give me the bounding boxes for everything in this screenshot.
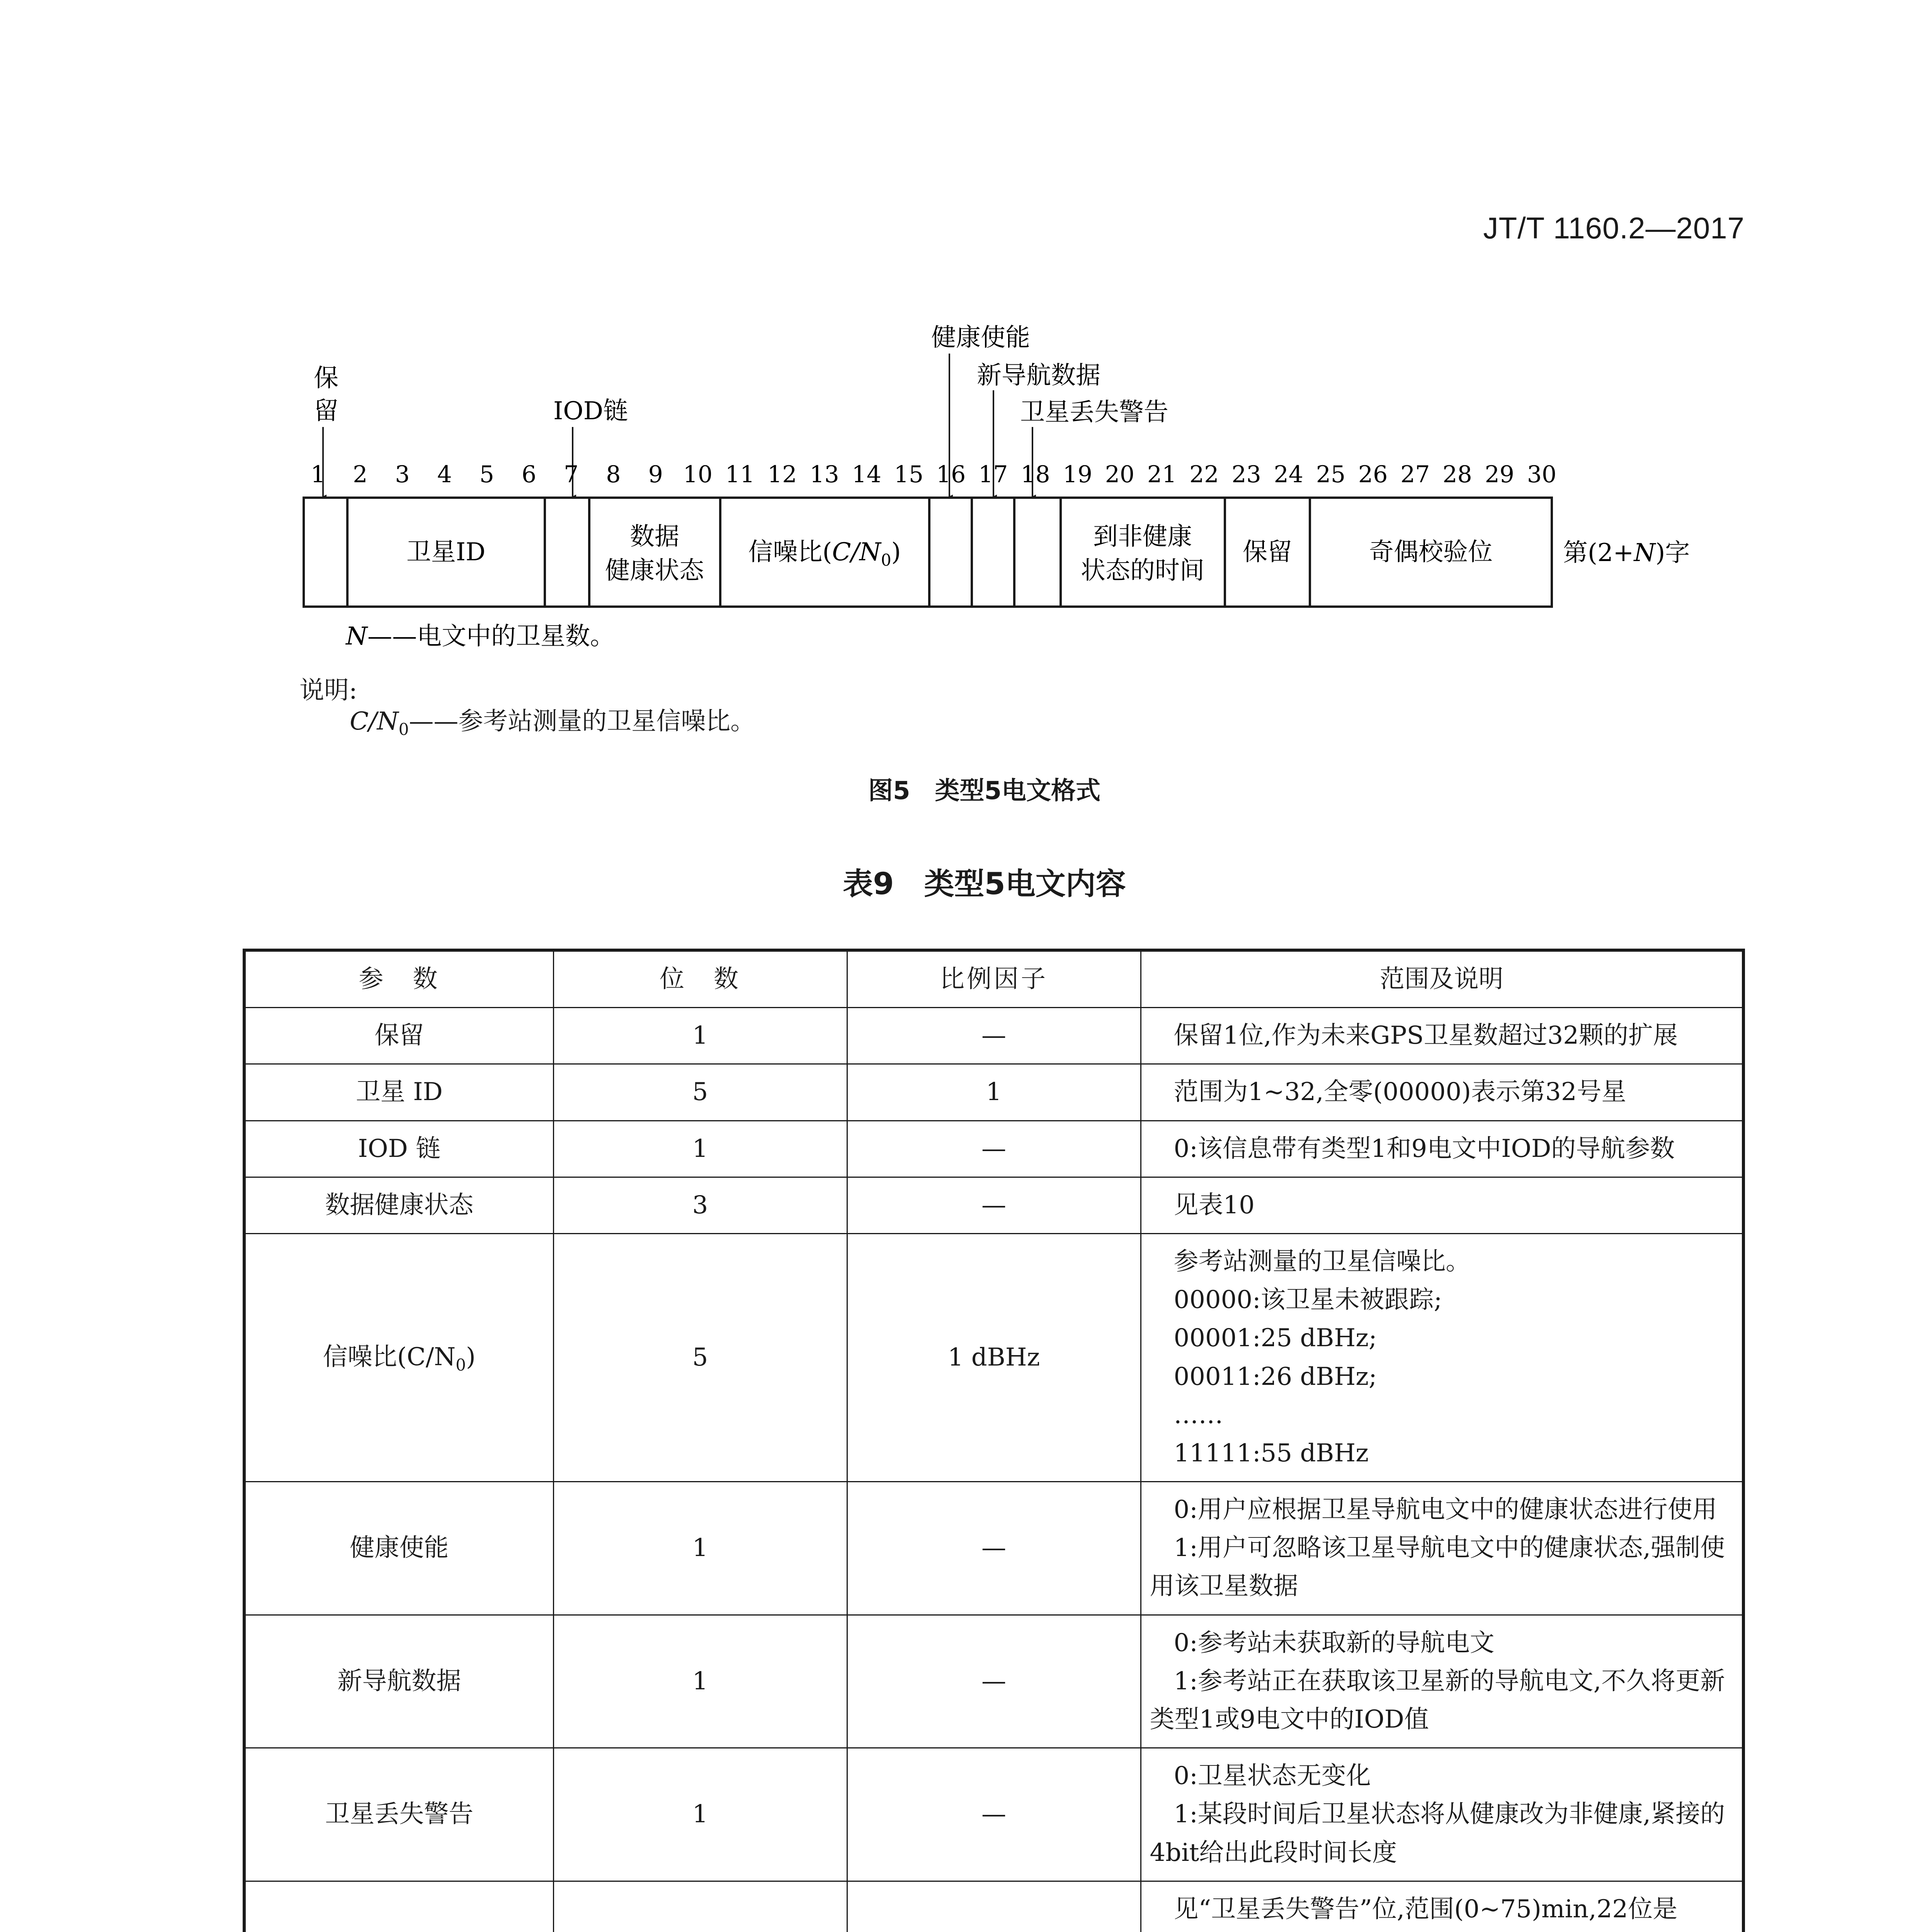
bit-number: 27 — [1400, 461, 1430, 488]
bit-number: 30 — [1527, 461, 1557, 488]
desc-line: 1:某段时间后卫星状态将从健康改为非健康,紧接的4bit给出此段时间长度 — [1150, 1800, 1725, 1867]
param-cell — [244, 1748, 553, 1881]
cell-time-to-unhealthy-line1: 到非健康 — [1093, 522, 1192, 551]
param-subscript: 0 — [456, 1355, 466, 1374]
bit-number: 5 — [479, 461, 494, 488]
param-cell — [244, 1064, 553, 1121]
bit-number: 14 — [852, 461, 881, 488]
scale-cell: 1 dBHz — [847, 1233, 1141, 1481]
bit-number: 29 — [1485, 461, 1514, 488]
desc-line: 00011:26 dBHz; — [1173, 1362, 1377, 1391]
word-frame — [304, 498, 1552, 607]
desc-cell — [1141, 1064, 1743, 1121]
message-content-table — [243, 949, 1745, 1932]
message-format-diagram — [0, 0, 1932, 696]
desc-cell — [1141, 1615, 1743, 1748]
bit-number: 13 — [810, 461, 839, 488]
desc-line: 0:该信息带有类型1和9电文中IOD的导航参数 — [1173, 1134, 1675, 1163]
bits-cell: 3 — [553, 1177, 847, 1233]
table-row — [244, 1881, 1743, 1932]
bits-cell: 1 — [553, 1615, 847, 1748]
bits-cell: 1 — [553, 1121, 847, 1177]
scale-cell: — — [847, 1008, 1141, 1064]
word-label-suffix: )字 — [1655, 539, 1690, 567]
bit-number: 9 — [648, 461, 663, 488]
table-title: 表9 类型5电文内容 — [843, 867, 1126, 901]
label-health-enable: 健康使能 — [931, 323, 1030, 352]
bit-number: 1 — [310, 461, 326, 488]
bit-number: 17 — [978, 461, 1008, 488]
bit-number: 18 — [1020, 461, 1050, 488]
word-label-n: N — [1634, 539, 1656, 567]
table-row — [244, 1233, 1743, 1481]
bit-number: 26 — [1358, 461, 1388, 488]
table-row — [244, 1177, 1743, 1233]
scale-cell: — — [847, 1177, 1141, 1233]
bits-cell — [553, 1881, 847, 1932]
bits-cell: 1 — [553, 1482, 847, 1615]
scale-cell: — — [847, 1482, 1141, 1615]
param-cell — [244, 1121, 553, 1177]
desc-cell — [1141, 1881, 1743, 1932]
desc-line: 见“卫星丢失警告”位,范围(0~75)min,22位是 — [1173, 1895, 1678, 1923]
header-desc: 范围及说明 — [1141, 950, 1743, 1008]
cell-cn0 — [748, 538, 901, 570]
bit-number: 19 — [1063, 461, 1092, 488]
cell-cn0-subscript: 0 — [881, 551, 891, 570]
scale-cell: — — [847, 1615, 1141, 1748]
bit-number: 8 — [606, 461, 621, 488]
desc-cell — [1141, 1748, 1743, 1881]
bit-number: 10 — [683, 461, 713, 488]
param-name: 卫星丢失警告 — [325, 1800, 474, 1829]
cell-data-health-line2: 健康状态 — [605, 556, 704, 585]
legend-symbol: C/N — [350, 707, 399, 736]
table-row — [244, 1064, 1743, 1121]
bit-number: 3 — [395, 461, 410, 488]
desc-line: 11111:55 dBHz — [1173, 1439, 1369, 1468]
scale-cell — [847, 1881, 1141, 1932]
desc-cell — [1141, 1482, 1743, 1615]
header-scale: 比例因子 — [847, 950, 1141, 1008]
table-row — [244, 1615, 1743, 1748]
bits-cell: 5 — [553, 1064, 847, 1121]
param-cell — [244, 1881, 553, 1932]
param-name: 卫星 ID — [355, 1078, 443, 1107]
bits-cell: 5 — [553, 1233, 847, 1481]
table-row — [244, 1748, 1743, 1881]
param-cell — [244, 1177, 553, 1233]
param-cell — [244, 1008, 553, 1064]
param-name: 信噪比(C/N — [323, 1342, 456, 1371]
desc-cell — [1141, 1233, 1743, 1481]
standard-code: JT/T 1160.2—2017 — [1483, 211, 1745, 245]
desc-cell — [1141, 1177, 1743, 1233]
cell-cn0-prefix: 信噪比( — [748, 538, 832, 566]
figure-caption: 图5 类型5电文格式 — [868, 777, 1101, 805]
bits-cell: 1 — [553, 1748, 847, 1881]
scale-cell: — — [847, 1121, 1141, 1177]
cell-data-health-line1: 数据 — [630, 522, 679, 551]
word-label-prefix: 第(2+ — [1563, 539, 1634, 567]
bit-number: 11 — [725, 461, 755, 488]
bit-number: 25 — [1316, 461, 1346, 488]
bit-number: 6 — [521, 461, 537, 488]
desc-line: …… — [1173, 1400, 1223, 1429]
bit-number: 21 — [1147, 461, 1177, 488]
param-name: 新导航数据 — [337, 1667, 461, 1696]
table-body — [244, 1008, 1743, 1932]
param-cell — [244, 1482, 553, 1615]
bit-number: 4 — [437, 461, 452, 488]
bit-number-row — [311, 461, 1556, 488]
desc-line: 见表10 — [1173, 1190, 1255, 1219]
label-iod-link: IOD链 — [553, 397, 628, 425]
desc-line: 保留1位,作为未来GPS卫星数超过32颗的扩展 — [1173, 1021, 1678, 1050]
footnote-text: ——电文中的卫星数。 — [367, 622, 615, 651]
param-name: 数据健康状态 — [325, 1190, 474, 1219]
cell-reserved-2: 保留 — [1243, 538, 1292, 566]
bit-number: 16 — [936, 461, 966, 488]
legend-title: 说明: — [299, 676, 357, 705]
bit-number: 23 — [1231, 461, 1261, 488]
bit-number: 22 — [1189, 461, 1219, 488]
header-bits: 位 数 — [553, 950, 847, 1008]
desc-line: 00001:25 dBHz; — [1173, 1324, 1377, 1353]
bit-number: 7 — [564, 461, 579, 488]
cell-cn0-suffix: ) — [891, 538, 901, 566]
table-row — [244, 1482, 1743, 1615]
table-row — [244, 1008, 1743, 1064]
scale-cell: — — [847, 1748, 1141, 1881]
label-sat-loss-warning: 卫星丢失警告 — [1020, 398, 1168, 427]
label-new-nav-data: 新导航数据 — [977, 361, 1100, 390]
bit-number: 12 — [767, 461, 797, 488]
desc-line: 0:用户应根据卫星导航电文中的健康状态进行使用 — [1173, 1495, 1717, 1524]
label-reserved-1: 保 — [314, 364, 338, 393]
desc-line: 00000:该卫星未被跟踪; — [1173, 1286, 1442, 1315]
bit-number: 15 — [894, 461, 924, 488]
param-name: 健康使能 — [350, 1534, 449, 1563]
cell-time-to-unhealthy-line2: 状态的时间 — [1081, 556, 1204, 585]
param-name: IOD 链 — [358, 1134, 440, 1163]
desc-cell — [1141, 1121, 1743, 1177]
label-reserved-2: 留 — [314, 397, 338, 425]
footnote-symbol: N — [346, 622, 367, 651]
cell-satellite-id: 卫星ID — [406, 538, 486, 566]
footnote-n — [345, 622, 615, 651]
scale-cell: 1 — [847, 1064, 1141, 1121]
desc-line: 范围为1~32,全零(00000)表示第32号星 — [1173, 1078, 1626, 1107]
desc-line: 0:卫星状态无变化 — [1173, 1762, 1371, 1791]
header-param: 参 数 — [244, 950, 553, 1008]
table-header-row — [244, 950, 1743, 1008]
desc-line: 参考站测量的卫星信噪比。 — [1173, 1247, 1471, 1276]
bit-number: 24 — [1274, 461, 1303, 488]
cell-cn0-symbol: C/N — [832, 538, 881, 566]
bit-number: 20 — [1105, 461, 1135, 488]
param-cell — [244, 1233, 553, 1481]
cell-parity: 奇偶校验位 — [1369, 538, 1493, 566]
desc-line: 0:参考站未获取新的导航电文 — [1173, 1628, 1495, 1657]
param-cell — [244, 1615, 553, 1748]
bit-number: 2 — [353, 461, 368, 488]
legend-text: ——参考站测量的卫星信噪比。 — [409, 707, 755, 736]
legend-entry — [350, 701, 755, 739]
table-row — [244, 1121, 1743, 1177]
param-suffix: ) — [466, 1342, 476, 1371]
param-name: 保留 — [374, 1021, 424, 1050]
bits-cell: 1 — [553, 1008, 847, 1064]
word-label — [1563, 539, 1690, 567]
bit-number: 28 — [1442, 461, 1472, 488]
desc-cell — [1141, 1008, 1743, 1064]
legend-subscript: 0 — [398, 719, 409, 739]
desc-line: 1:用户可忽略该卫星导航电文中的健康状态,强制使用该卫星数据 — [1150, 1534, 1725, 1601]
desc-line: 1:参考站正在获取该卫星新的导航电文,不久将更新类型1或9电文中的IOD值 — [1150, 1667, 1725, 1734]
